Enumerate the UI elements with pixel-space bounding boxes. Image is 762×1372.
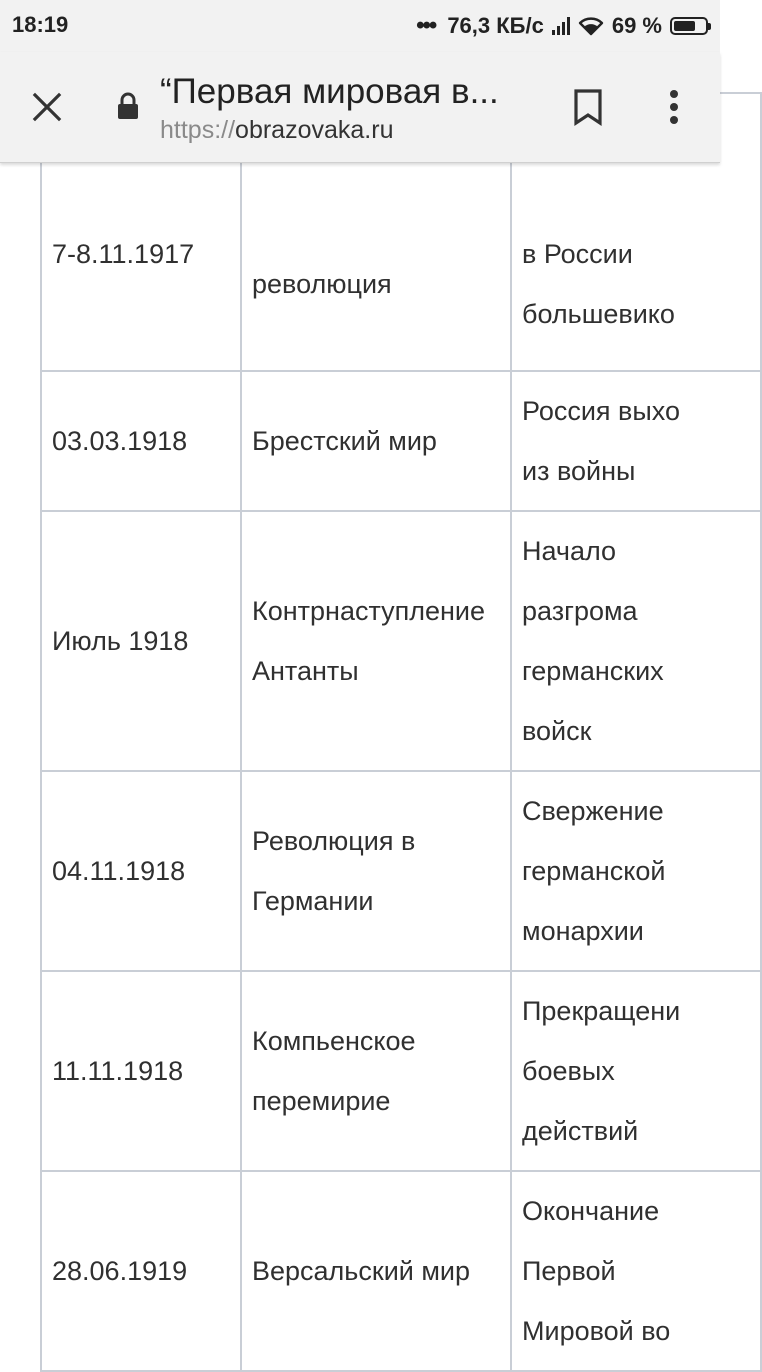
cell-line: Революция в xyxy=(252,826,416,856)
cell-line: перемирие xyxy=(252,1086,391,1116)
clock: 18:19 xyxy=(12,12,69,37)
page-title[interactable]: “Первая мировая в... xyxy=(160,72,499,111)
status-indicators xyxy=(416,12,708,40)
table-cell-event xyxy=(241,371,511,511)
battery-fill xyxy=(674,21,695,31)
table-cell-result xyxy=(511,971,761,1171)
battery-percent: 69 % xyxy=(611,13,662,38)
cell-line: Контрнаступление xyxy=(252,596,486,626)
table-cell-result xyxy=(511,1171,761,1371)
table-cell-event: революция xyxy=(241,93,511,371)
browser-toolbar xyxy=(0,52,720,163)
bookmark-icon xyxy=(573,88,603,126)
table-row xyxy=(41,371,761,511)
lock-icon xyxy=(116,92,140,120)
battery-icon xyxy=(670,17,708,35)
cell-line: Германии xyxy=(252,886,374,916)
table-cell-date: Июль 1918 xyxy=(41,511,241,771)
table-cell-date: 7-8.11.1917 xyxy=(41,93,241,371)
table-row xyxy=(41,771,761,971)
more-vert-icon xyxy=(668,89,680,125)
status-bar xyxy=(0,0,720,52)
cell-line: Свержение xyxy=(522,796,664,826)
table-cell-event xyxy=(241,511,511,771)
cell-line: Брестский мир xyxy=(252,426,437,456)
close-icon xyxy=(32,92,62,122)
wifi-icon xyxy=(578,16,604,36)
table-cell-date: 28.06.1919 xyxy=(41,1171,241,1371)
cell-line: германских xyxy=(522,656,664,686)
cell-line: Прекращени xyxy=(522,996,681,1026)
table-cell-date: 11.11.1918 xyxy=(41,971,241,1171)
table-cell-event xyxy=(241,771,511,971)
cell-line: Россия выхо xyxy=(522,396,681,426)
network-speed: 76,3 КБ/с xyxy=(447,13,544,38)
page-url[interactable] xyxy=(160,116,393,145)
cell-line: в России xyxy=(522,239,633,269)
cell-line: германской xyxy=(522,856,666,886)
cell-line: Первой xyxy=(522,1256,616,1286)
table-row xyxy=(41,511,761,771)
table-cell-result xyxy=(511,771,761,971)
table-cell-result xyxy=(511,511,761,771)
bookmark-button[interactable] xyxy=(566,82,610,132)
table-cell-date: 03.03.1918 xyxy=(41,371,241,511)
cell-line: боевых xyxy=(522,1056,615,1086)
notification-dots-icon: ••• xyxy=(416,12,436,39)
cell-line: Мировой во xyxy=(522,1316,671,1346)
signal-icon xyxy=(552,17,570,35)
cell-line: разгрома xyxy=(522,596,638,626)
table-row xyxy=(41,971,761,1171)
table-cell-date: 04.11.1918 xyxy=(41,771,241,971)
cell-line: Окончание xyxy=(522,1196,660,1226)
table-cell-event xyxy=(241,971,511,1171)
cell-line: войск xyxy=(522,716,592,746)
overflow-menu-button[interactable] xyxy=(656,82,692,132)
table-cell-event xyxy=(241,1171,511,1371)
cell-line: Версальский мир xyxy=(252,1256,471,1286)
table-cell-result xyxy=(511,371,761,511)
close-button[interactable] xyxy=(22,82,72,132)
cell-line: Компьенское xyxy=(252,1026,416,1056)
table-row xyxy=(41,1171,761,1371)
cell-line: из войны xyxy=(522,456,636,486)
cell-line: большевико xyxy=(522,299,675,329)
cell-line: Антанты xyxy=(252,656,359,686)
cell-line: Начало xyxy=(522,536,617,566)
events-table xyxy=(40,92,762,1372)
url-scheme: https:// xyxy=(160,116,236,144)
url-host: obrazovaka.ru xyxy=(235,116,394,144)
cell-line: действий xyxy=(522,1116,639,1146)
cell-line: монархии xyxy=(522,916,644,946)
